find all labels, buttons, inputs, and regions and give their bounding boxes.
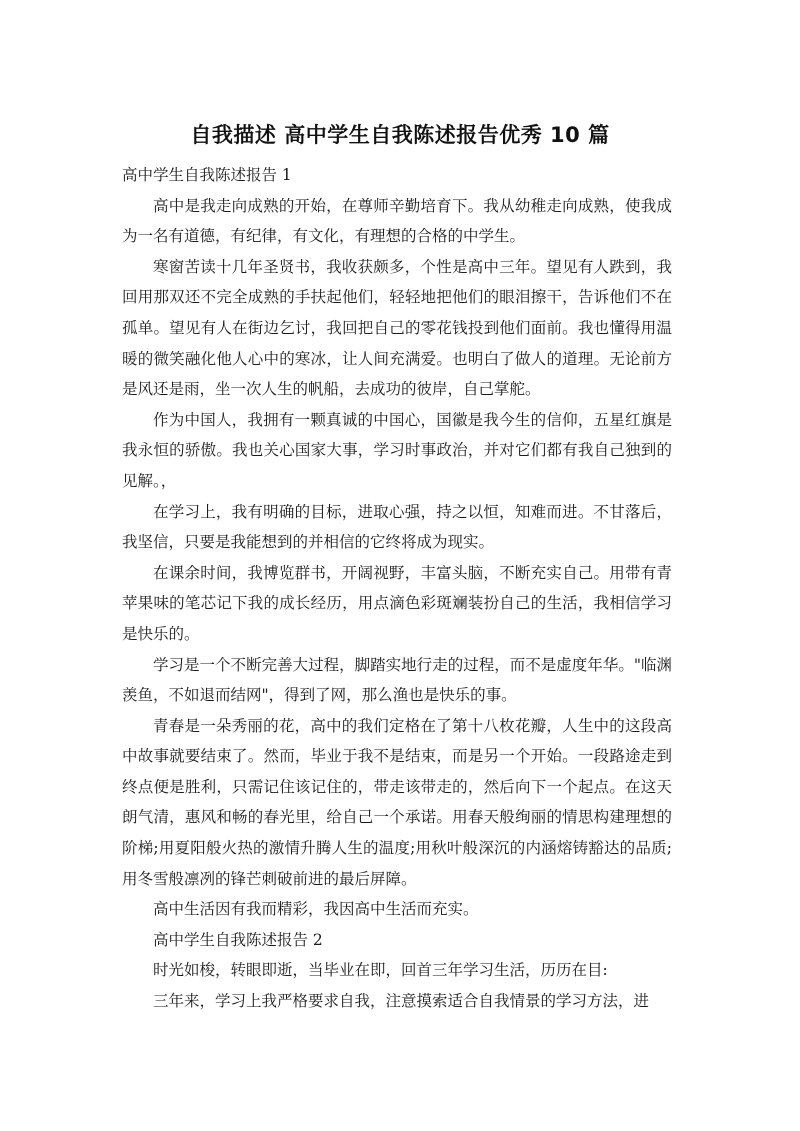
paragraph: 寒窗苦读十几年圣贤书，我收获颇多，个性是高中三年。望见有人跌到，我回用那双还不完全成熟的手扶起他们，轻轻地把他们的眼泪擦干，告诉他们不在孤单。望见有人在街边乞讨，我回把自己的零花钱投到他们面前。我也懂得用温暖的微笑融化他人心中的寒冰，让人间充满爱。也明白了做人的道理。无论前方是风还是雨，坐一次人生的帆船，去成功的彼岸，自己掌舵。 <box>122 257 672 399</box>
paragraph: 高中是我走向成熟的开始，在尊师辛勤培育下。我从幼稚走向成熟，使我成为一名有道德，有纪律，有文化，有理想的合格的中学生。 <box>122 196 672 246</box>
document-body <box>122 160 672 1017</box>
paragraph: 学习是一个不断完善大过程，脚踏实地行走的过程，而不是虚度年华。"临渊羡鱼，不如退而结网"，得到了网，那么渔也是快乐的事。 <box>122 655 672 705</box>
paragraph: 在学习上，我有明确的目标，进取心强，持之以恒，知难而进。不甘落后，我坚信，只要是我能想到的并相信的它终将成为现实。 <box>122 502 672 552</box>
paragraph: 作为中国人，我拥有一颗真诚的中国心，国徽是我今生的信仰，五星红旗是我永恒的骄傲。我也关心国家大事，学习时事政治，并对它们都有我自己独到的见解。， <box>122 410 672 490</box>
paragraph: 时光如梭，转眼即逝，当毕业在即，回首三年学习生活，历历在目: <box>153 961 608 980</box>
paragraph: 青春是一朵秀丽的花，高中的我们定格在了第十八枚花瓣，人生中的这段高中故事就要结束了。然而，毕业于我不是结束，而是另一个开始。一段路途走到终点便是胜利，只需记住该记住的，带走该带走的，然后向下一个起点。在这天朗气清，惠风和畅的春光里，给自己一个承诺。用春天般绚丽的情思构建理想的阶梯;用夏阳般火热的激情升腾人生的温度;用秋叶般深沉的内涵熔铸豁达的品质;用冬雪般凛冽的锋芒刺破前进的最后屏障。 <box>122 716 672 888</box>
document-title: 自我描述 高中学生自我陈述报告优秀 10 篇 <box>190 123 610 147</box>
section-heading-2: 高中学生自我陈述报告 2 <box>153 930 323 949</box>
paragraph: 在课余时间，我博览群书，开阔视野，丰富头脑，不断充实自己。用带有青苹果味的笔芯记下我的成长经历，用点滴色彩斑斓装扮自己的生活，我相信学习是快乐的。 <box>122 563 672 643</box>
paragraph: 三年来，学习上我严格要求自我，注意摸索适合自我情景的学习方法，进 <box>153 992 650 1011</box>
paragraph: 高中生活因有我而精彩，我因高中生活而充实。 <box>153 900 479 919</box>
section-heading-1: 高中学生自我陈述报告 1 <box>122 166 292 184</box>
